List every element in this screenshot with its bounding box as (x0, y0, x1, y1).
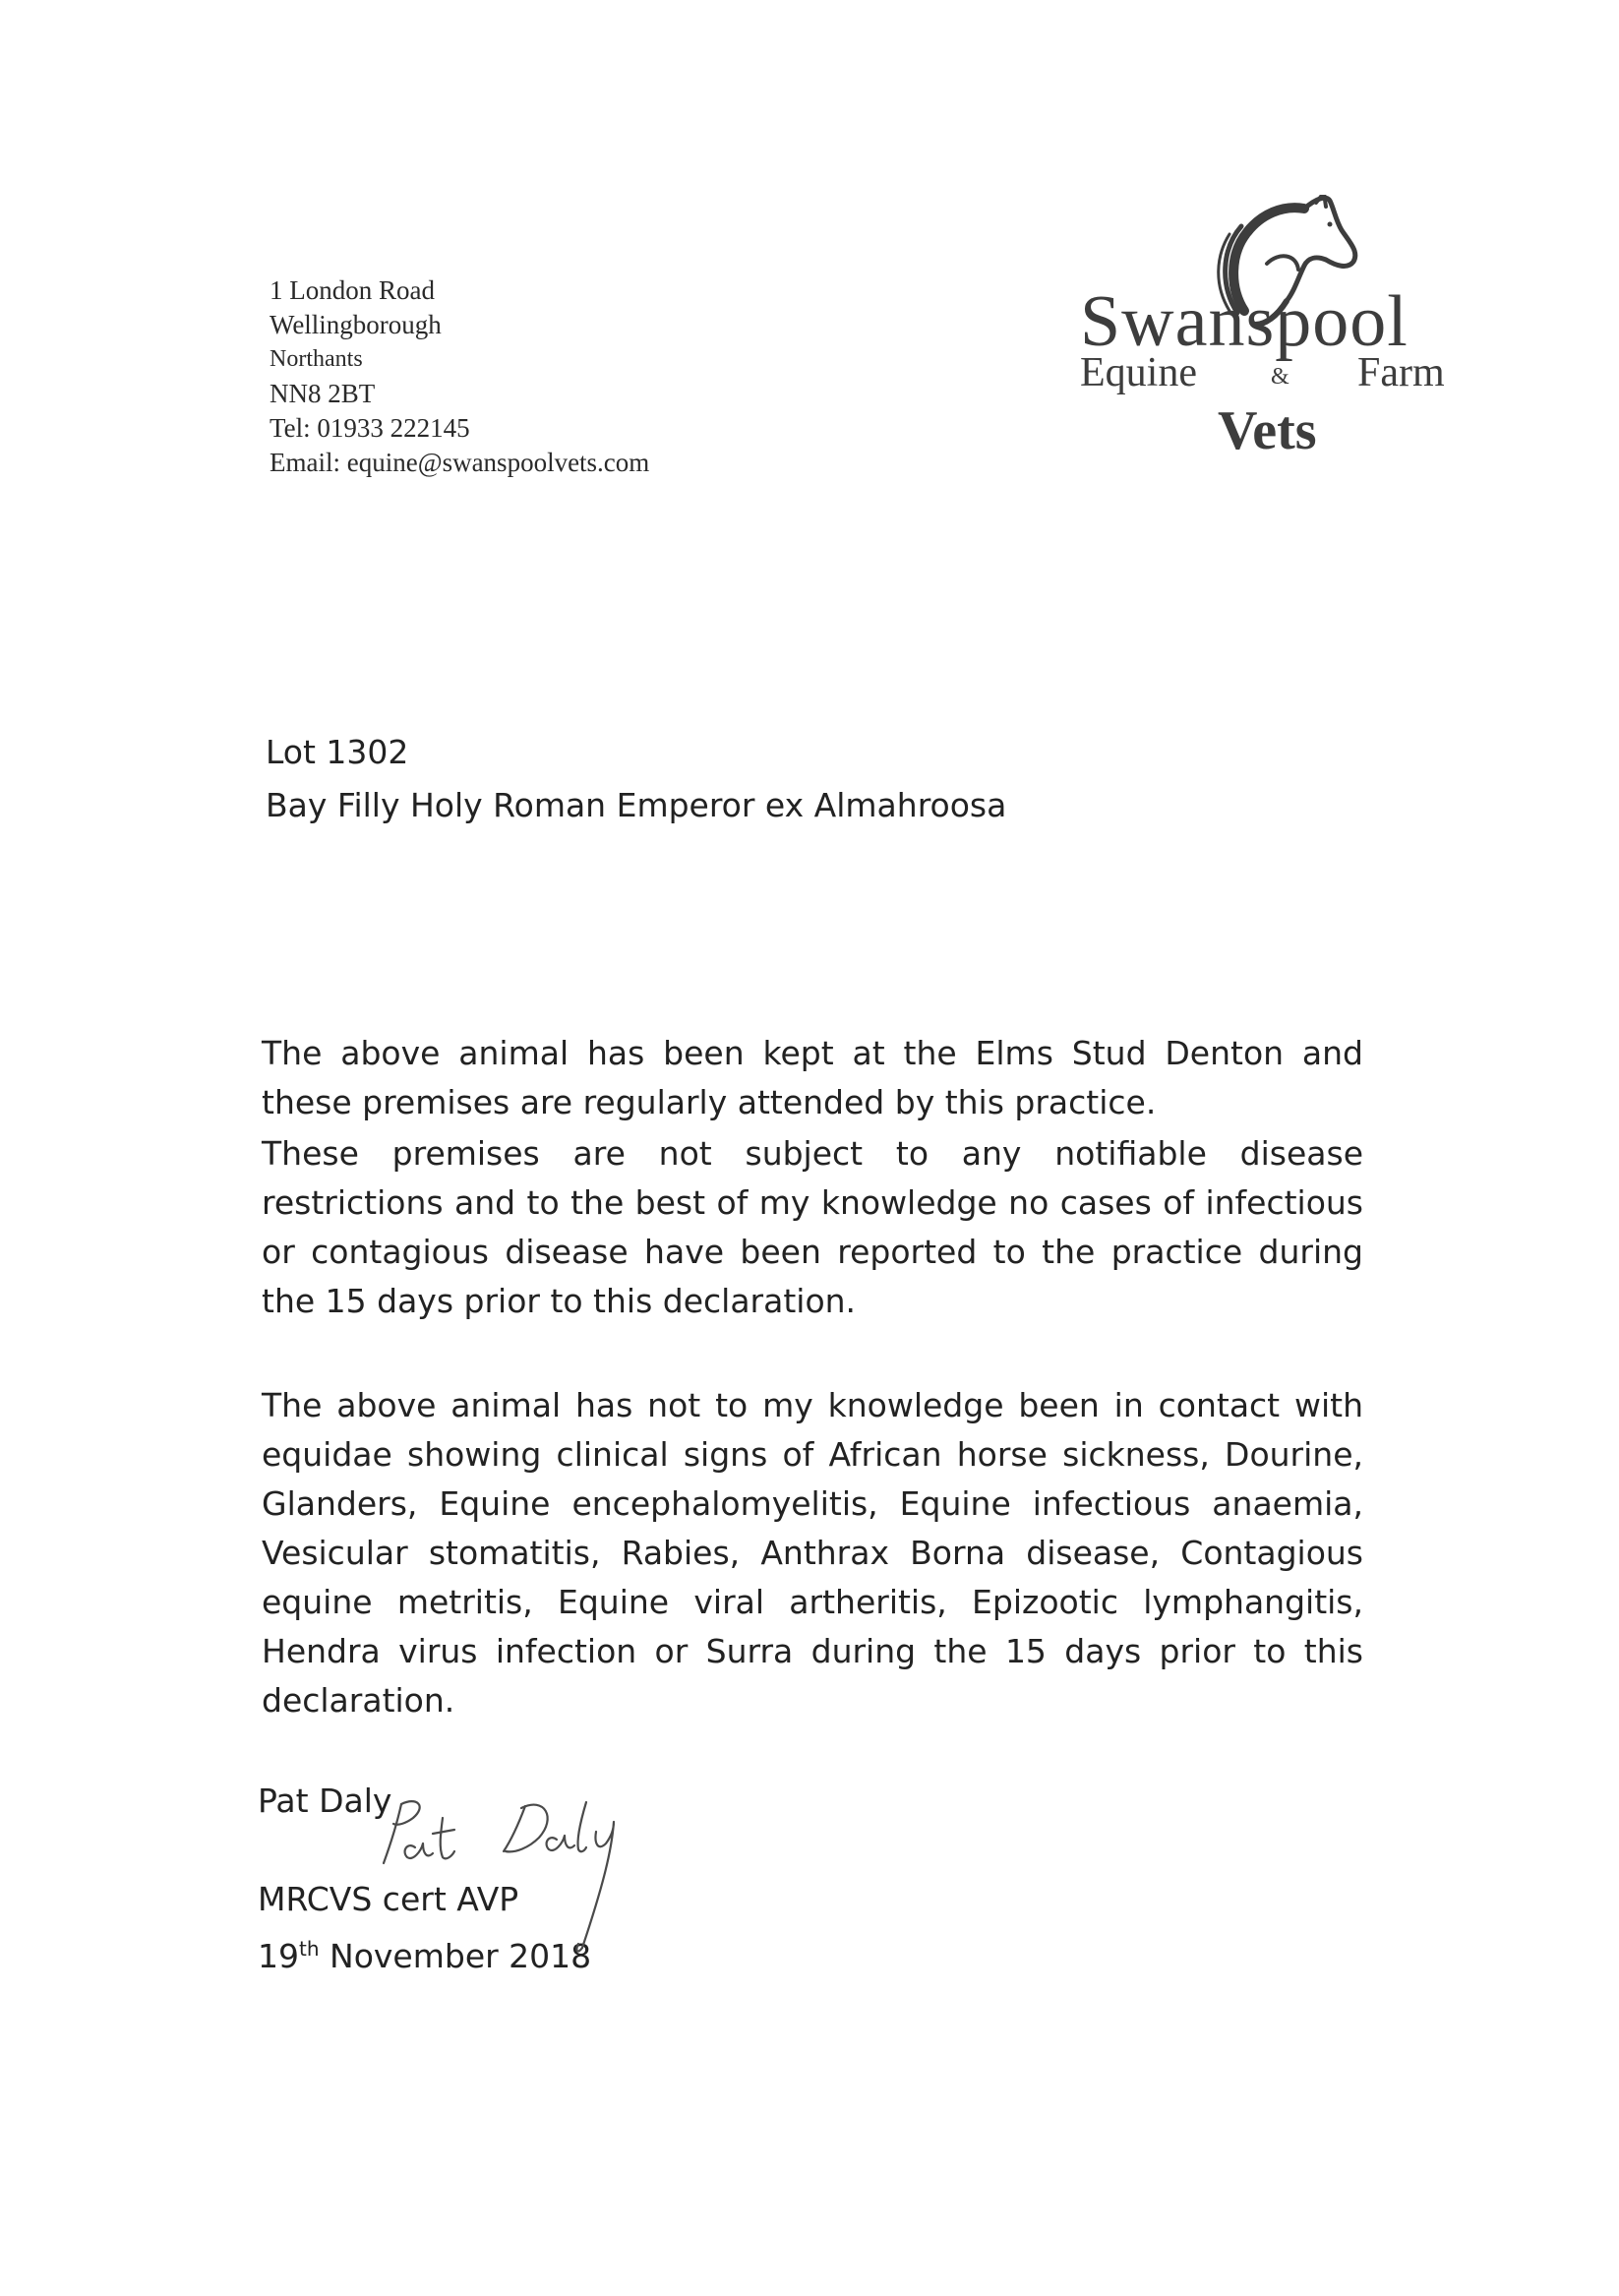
lot-info (266, 726, 1006, 832)
address-line-1: 1 London Road (270, 275, 435, 305)
signatory-name: Pat Daly (258, 1782, 392, 1820)
swanspool-logo (1072, 195, 1475, 460)
date-month-year: November 2018 (319, 1937, 592, 1975)
address-line-3: Northants (270, 346, 363, 372)
logo-ampersand: & (1271, 364, 1289, 390)
logo-equine: Equine (1080, 350, 1197, 395)
logo-farm: Farm (1357, 350, 1445, 395)
address-line-2: Wellingborough (270, 310, 442, 339)
signatory-credentials: MRCVS cert AVP (258, 1880, 519, 1918)
practice-address (270, 273, 649, 480)
address-postcode: NN8 2BT (270, 379, 376, 408)
logo-vets: Vets (1218, 400, 1317, 461)
date-suffix: th (299, 1937, 320, 1961)
address-telephone: Tel: 01933 222145 (270, 413, 470, 443)
address-email: Email: equine@swanspoolvets.com (270, 448, 650, 477)
paragraph-restrictions: These premises are not subject to any notifiable disease restrictions and to the best of my knowledge no cases of infectious or contagious disease have been reported to the practice during the 15 days prior to this declaration. (262, 1134, 1363, 1320)
date-day: 19 (258, 1937, 299, 1975)
paragraph-contact-declaration: The above animal has not to my knowledge been in contact with equidae showing clinical signs of African horse sickness, Dourine, Glanders, Equine encephalomyelitis, Equine infectious anaemia, Vesicular stomatitis, Rabies, Anthrax Borna disease, Contagious equine metritis, Equine viral artheritis, Epizootic lymphangitis, Hendra virus infection or Surra during the 15 days prior to this declaration. (262, 1386, 1363, 1720)
lot-description: Bay Filly Holy Roman Emperor ex Almahroosa (266, 786, 1007, 824)
lot-number: Lot 1302 (266, 733, 409, 771)
logo-name: Swanspool (1080, 281, 1409, 362)
paragraph-premises: The above animal has been kept at the Elms Stud Denton and these premises are regularly attended by this practice. (262, 1034, 1363, 1121)
handwritten-signature (372, 1782, 637, 1960)
